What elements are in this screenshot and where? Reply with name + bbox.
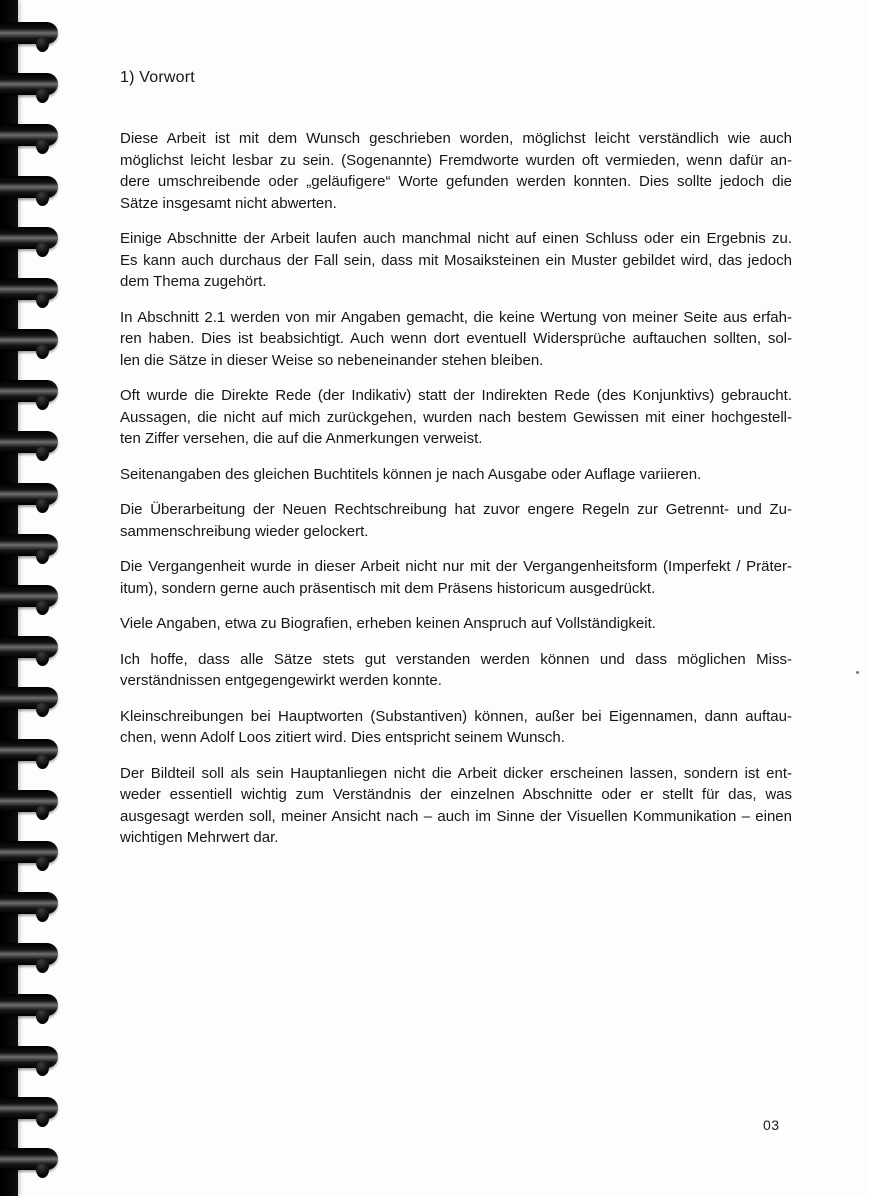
binding-ring xyxy=(0,227,58,249)
binding-ring xyxy=(0,892,58,914)
binding-ring xyxy=(0,329,58,351)
binding-ring xyxy=(0,943,58,965)
paragraph xyxy=(120,556,792,599)
binding-ring xyxy=(0,1097,58,1119)
text-line: Die Überarbeitung der Neuen Rechtschreibung hat zuvor engere Regeln zur Getrennt- und Zu- xyxy=(120,501,792,518)
paragraph xyxy=(120,307,792,372)
page-number: 03 xyxy=(763,1117,780,1133)
text-line: wichtigen Mehrwert dar. xyxy=(120,829,279,846)
text-line: In Abschnitt 2.1 werden von mir Angaben gemacht, die keine Wertung von meiner Seite aus erfah- xyxy=(120,308,792,326)
text-line: chen, wenn Adolf Loos zitiert wird. Dies entspricht seinem Wunsch. xyxy=(120,729,565,746)
binding-ring xyxy=(0,380,58,402)
binding-ring xyxy=(0,534,58,556)
paragraph xyxy=(120,228,792,293)
text-line: len die Sätze in dieser Weise so nebeneinander stehen bleiben. xyxy=(120,351,544,369)
text-line: Diese Arbeit ist mit dem Wunsch geschrieben worden, möglichst leicht verständlich wie auch xyxy=(120,130,792,147)
binding-ring xyxy=(0,585,58,607)
text-line: Aussagen, die nicht auf mich zurückgehen, wurden nach bestem Gewissen mit einer hochgestell- xyxy=(120,408,792,426)
binding-ring xyxy=(0,22,58,44)
binding-ring xyxy=(0,73,58,95)
binding-ring xyxy=(0,687,58,709)
binding-ring xyxy=(0,1046,58,1068)
paragraph xyxy=(120,128,792,214)
paragraph xyxy=(120,464,792,486)
binding-ring xyxy=(0,176,58,198)
paragraph xyxy=(120,385,792,450)
text-line: itum), sondern gerne auch präsentisch mit dem Präsens historicum ausgedrückt. xyxy=(120,579,656,597)
binding-ring xyxy=(0,483,58,505)
paragraph xyxy=(120,763,792,849)
text-line: Oft wurde die Direkte Rede (der Indikativ) statt der Indirekten Rede (des Konjunktivs) gebraucht. xyxy=(120,387,792,404)
text-line: Sätze insgesamt nicht abwerten. xyxy=(120,194,337,212)
paragraph xyxy=(120,499,792,542)
paragraph xyxy=(120,649,792,692)
text-line: Einige Abschnitte der Arbeit laufen auch manchmal nicht auf einen Schluss oder ein Ergebnis zu. xyxy=(120,230,792,247)
scan-speck xyxy=(856,671,859,674)
text-line: dem Thema zugehört. xyxy=(120,273,267,290)
text-line: Es kann auch durchaus der Fall sein, dass mit Mosaiksteinen ein Muster gebildet wird, das jedoch xyxy=(120,251,792,269)
binding-ring xyxy=(0,994,58,1016)
text-line: weder essentiell wichtig zum Verständnis der einzelnen Abschnitte oder er stellt für das, was xyxy=(120,786,792,803)
text-line: möglichst leicht lesbar zu sein. (Sogenannte) Fremdworte wurden oft vermieden, wenn dafür an- xyxy=(120,151,792,169)
document-body xyxy=(120,128,792,863)
text-line: verständnissen entgegengewirkt werden konnte. xyxy=(120,672,442,689)
text-line: Der Bildteil soll als sein Hauptanliegen nicht die Arbeit dicker erscheinen lassen, sondern ist ent- xyxy=(120,764,792,782)
text-line: dere umschreibende oder „geläufigere“ Worte gefunden werden konnten. Dies sollte jedoch die xyxy=(120,173,792,190)
text-line: Viele Angaben, etwa zu Biografien, erheben keinen Anspruch auf Vollständigkeit. xyxy=(120,615,656,632)
binding-ring xyxy=(0,790,58,812)
page-title: 1) Vorwort xyxy=(120,69,195,86)
text-line: Seitenangaben des gleichen Buchtitels können je nach Ausgabe oder Auflage variieren. xyxy=(120,465,702,483)
binding-ring xyxy=(0,739,58,761)
paragraph xyxy=(120,706,792,749)
binding-ring xyxy=(0,841,58,863)
text-line: ausgesagt werden soll, meiner Ansicht nach – auch im Sinne der Visuellen Kommunikation – einen xyxy=(120,807,792,825)
paragraph xyxy=(120,613,792,635)
binding-ring xyxy=(0,124,58,146)
text-line: Kleinschreibungen bei Hauptworten (Substantiven) können, außer bei Eigennamen, dann auftau- xyxy=(120,707,792,725)
text-line: Die Vergangenheit wurde in dieser Arbeit nicht nur mit der Vergangenheitsform (Imperfekt / Präter- xyxy=(120,558,792,575)
text-line: ren haben. Dies ist beabsichtigt. Auch wenn dort eventuell Widersprüche auftauchen sollten, sol- xyxy=(120,330,792,347)
binding-ring xyxy=(0,278,58,300)
binding-ring xyxy=(0,431,58,453)
text-line: ten Ziffer versehen, die auf die Anmerkungen verweist. xyxy=(120,430,483,447)
text-line: Ich hoffe, dass alle Sätze stets gut verstanden werden können und dass möglichen Miss- xyxy=(120,650,792,668)
binding-ring xyxy=(0,1148,58,1170)
text-line: sammenschreibung wieder gelockert. xyxy=(120,522,369,540)
binding-ring xyxy=(0,636,58,658)
